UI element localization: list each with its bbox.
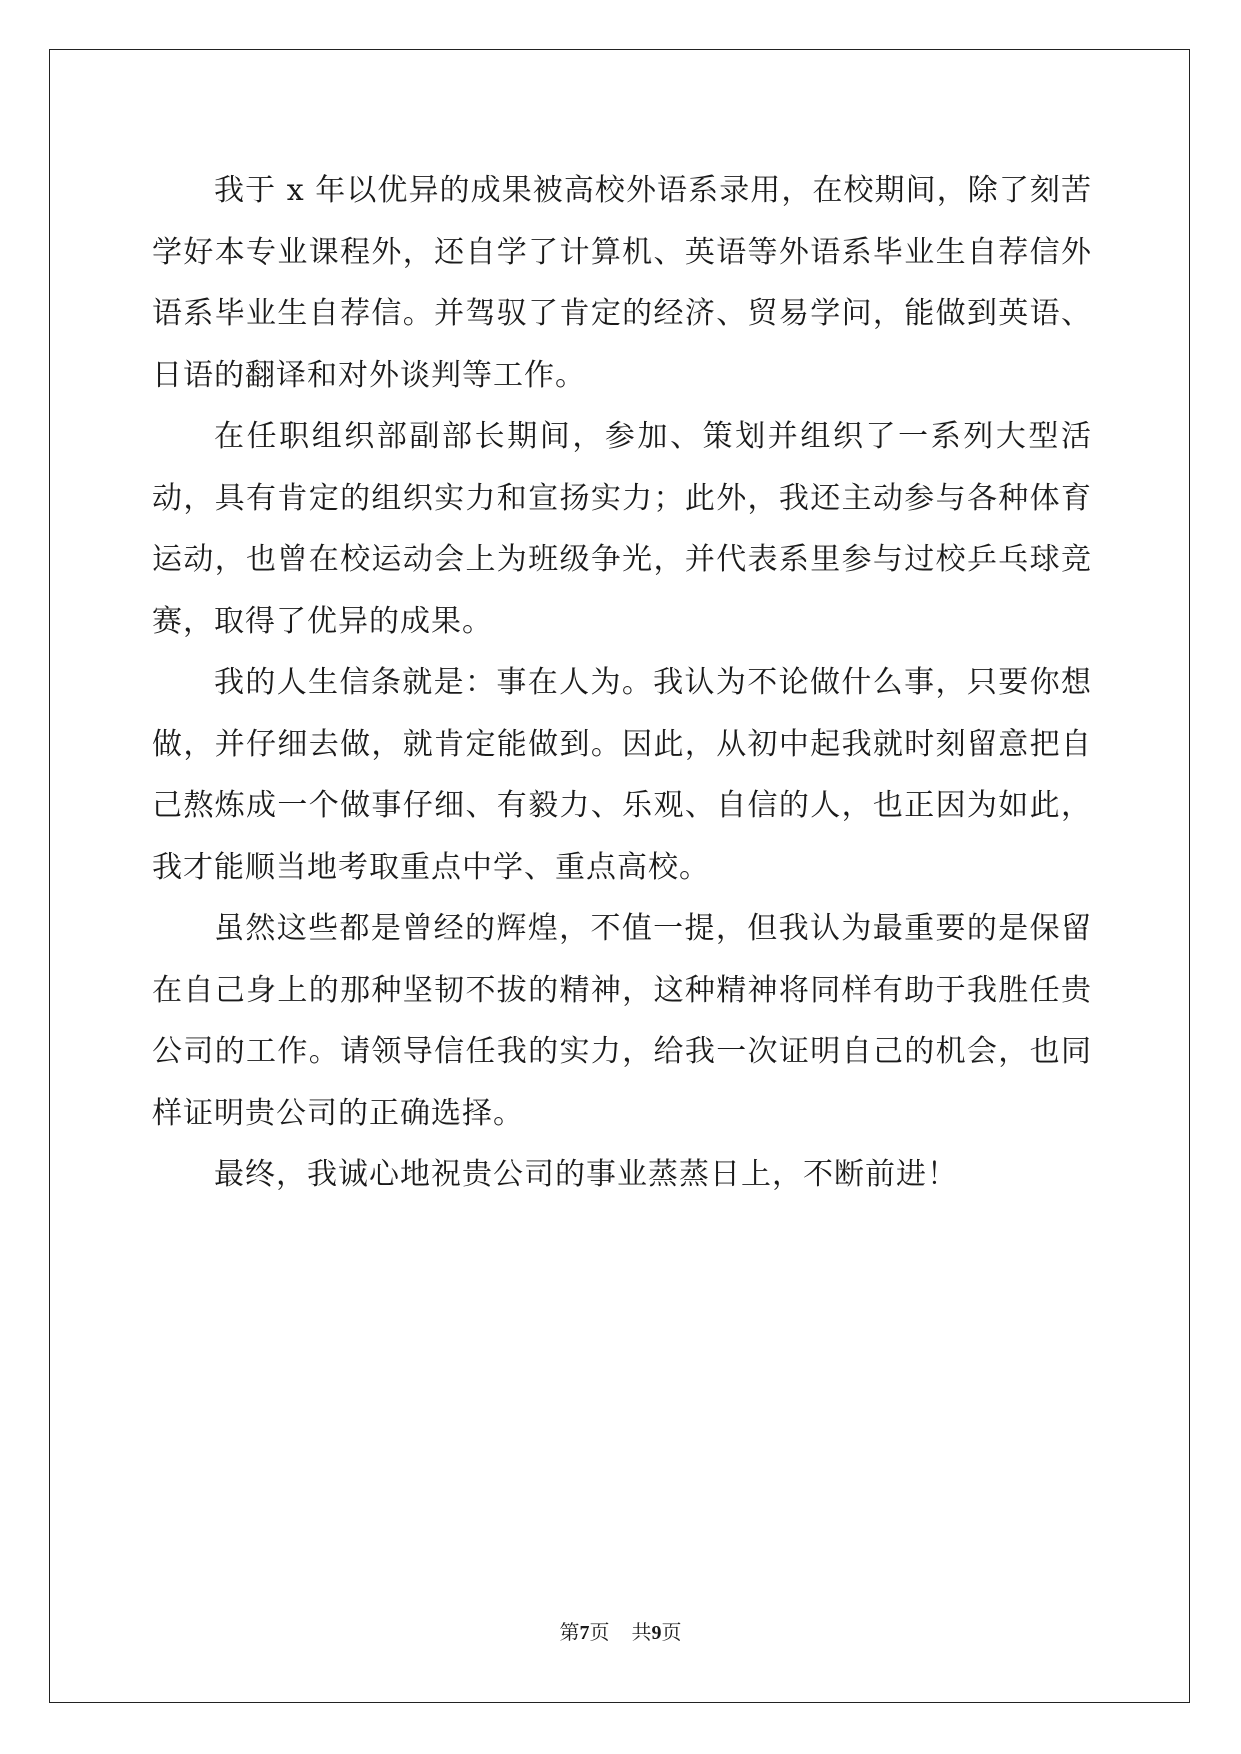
page-number-prefix: 第 — [559, 1622, 580, 1644]
paragraph: 最终，我诚心地祝贵公司的事业蒸蒸日上，不断前进！ — [214, 1157, 958, 1192]
total-pages-suffix: 页 — [661, 1622, 682, 1644]
current-page-number: 7 — [579, 1622, 590, 1644]
document-body — [152, 160, 1092, 1206]
paragraph: 虽然这些都是曾经的辉煌，不值一提，但我认为最重要的是保留在自己身上的那种坚韧不拔的精神，这种精神将同样有助于我胜任贵公司的工作。请领导信任我的实力，给我一次证明自己的机会，也同样证明贵公司的正确选择。 — [152, 911, 1092, 1131]
total-pages-prefix: 共 — [631, 1622, 652, 1644]
paragraph: 我于 x 年以优异的成果被高校外语系录用，在校期间，除了刻苦学好本专业课程外，还自学了计算机、英语等外语系毕业生自荐信外语系毕业生自荐信。并驾驭了肯定的经济、贸易学问，能做到英语、日语的翻译和对外谈判等工作。 — [152, 173, 1092, 393]
total-pages-number: 9 — [651, 1622, 662, 1644]
paragraph: 我的人生信条就是：事在人为。我认为不论做什么事，只要你想做，并仔细去做，就肯定能做到。因此，从初中起我就时刻留意把自己熬炼成一个做事仔细、有毅力、乐观、自信的人，也正因为如此，我才能顺当地考取重点中学、重点高校。 — [152, 665, 1092, 885]
paragraph: 在任职组织部副部长期间，参加、策划并组织了一系列大型活动，具有肯定的组织实力和宣扬实力；此外，我还主动参与各种体育运动，也曾在校运动会上为班级争光，并代表系里参与过校乒乓球竞赛，取得了优异的成果。 — [152, 419, 1092, 639]
page-number-suffix: 页 — [589, 1622, 610, 1644]
page-footer — [0, 1616, 1241, 1645]
